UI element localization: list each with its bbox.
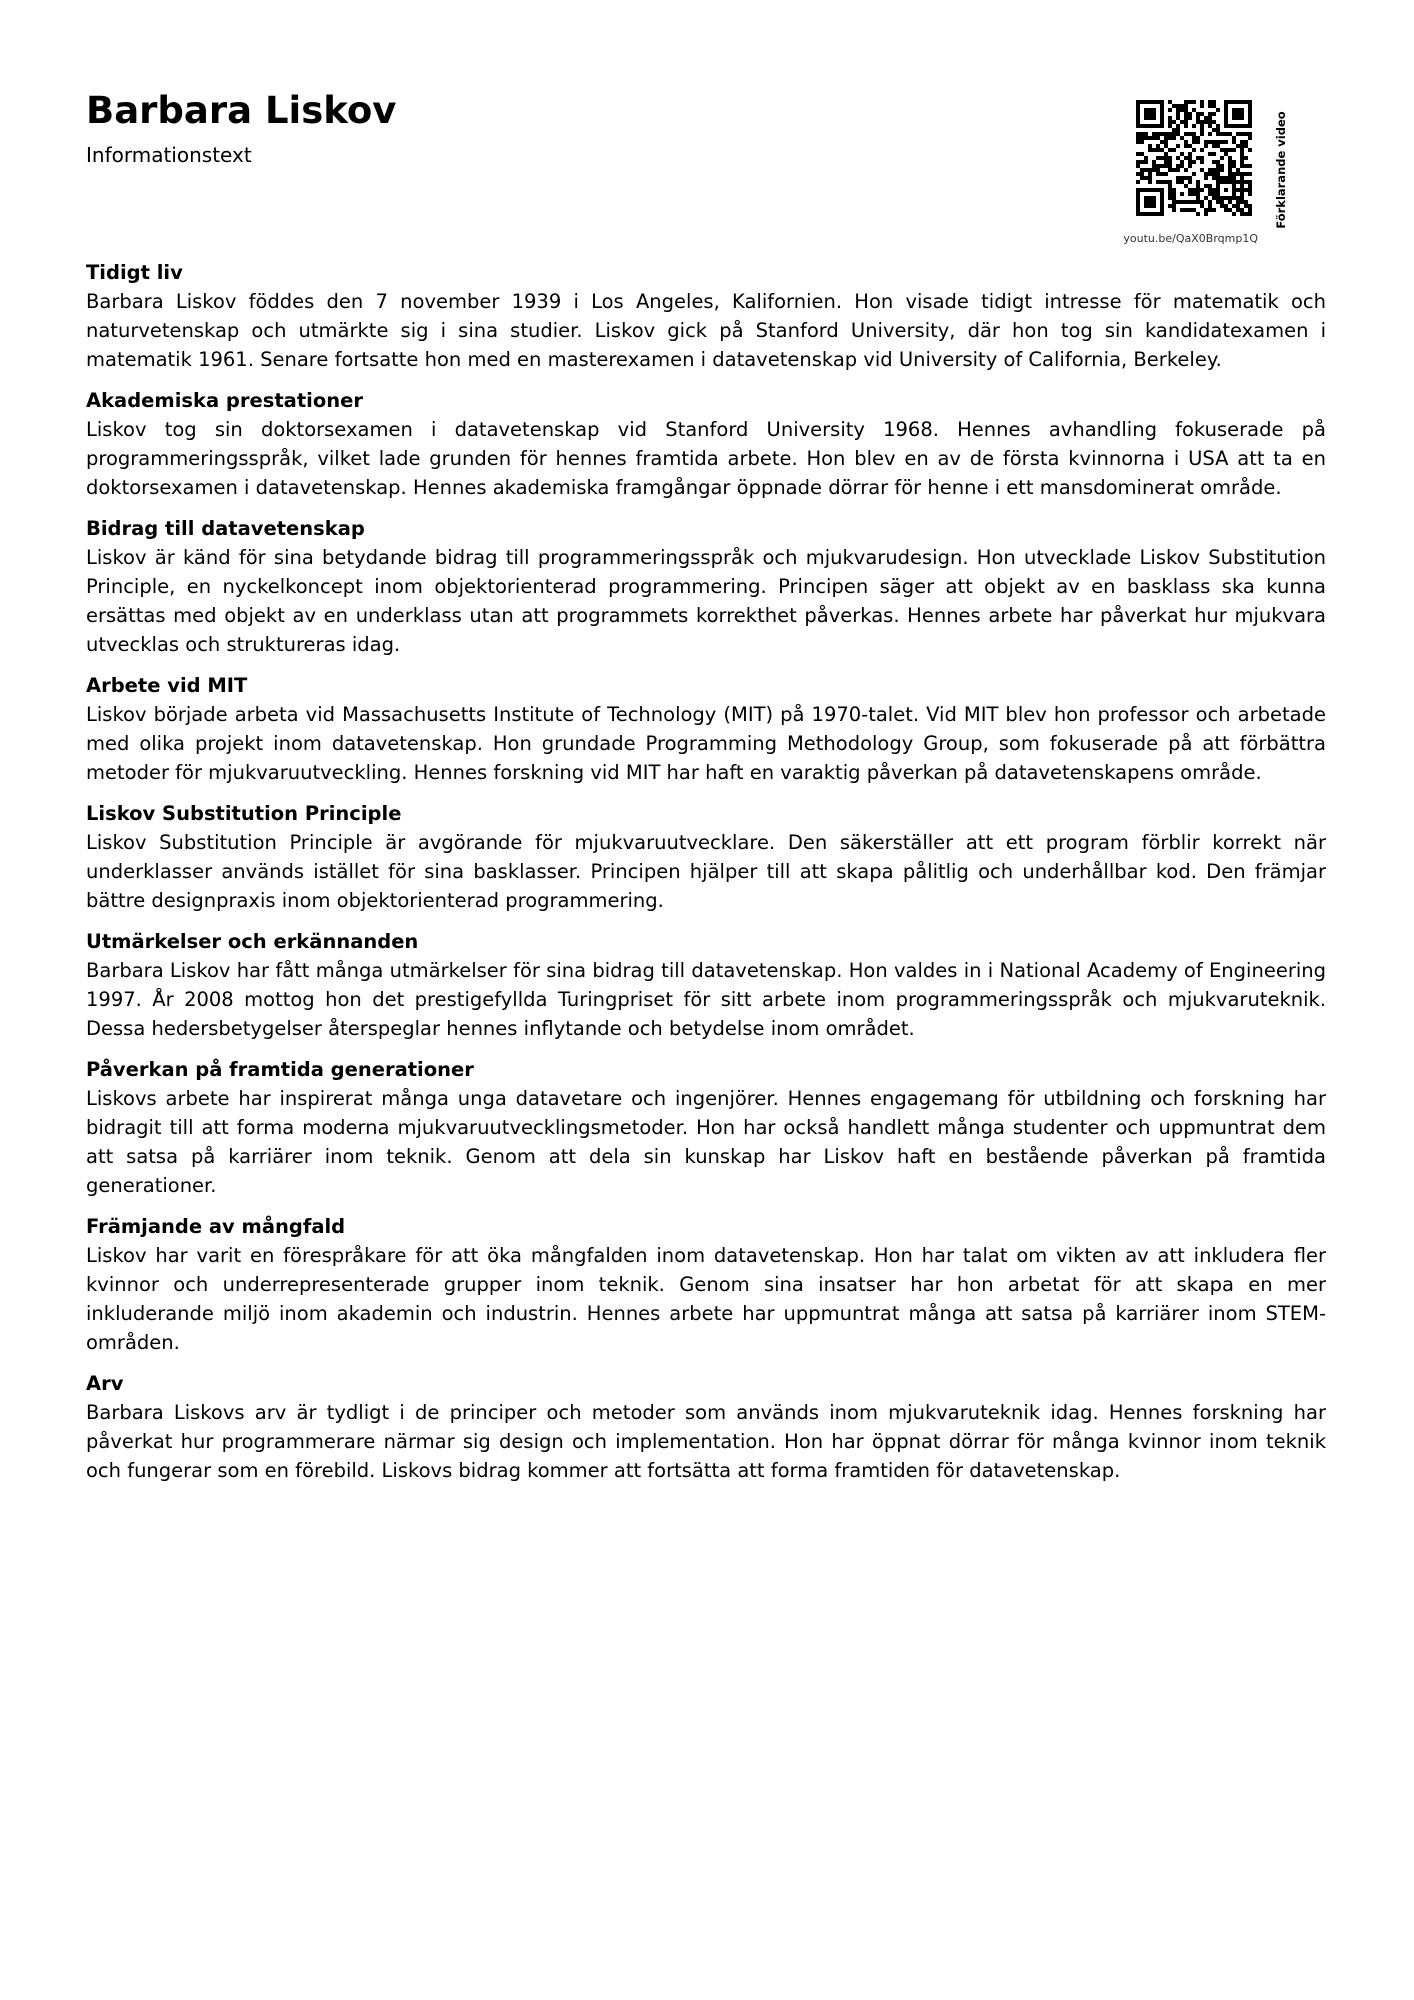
section-liskov-substitution-principle <box>86 799 1326 915</box>
section-heading: Utmärkelser och erkännanden <box>86 930 419 953</box>
page-subtitle: Informationstext <box>86 143 252 167</box>
section-heading: Tidigt liv <box>86 261 183 284</box>
section-body: Barbara Liskovs arv är tydligt i de principer och metoder som används inom mjukvaruteknik idag. Hennes forskning har påverkat hur programmerare närmar sig design och implementation. Hon har öppnat dörrar för många kvinnor inom teknik och fungerar som en förebild. Liskovs bidrag kommer att fortsätta att forma framtiden för datavetenskap. <box>86 1401 1326 1482</box>
qr-block <box>1110 98 1300 248</box>
section-heading: Akademiska prestationer <box>86 389 363 412</box>
content <box>86 258 1326 1497</box>
section-heading: Främjande av mångfald <box>86 1215 346 1238</box>
section-heading: Liskov Substitution Principle <box>86 802 402 825</box>
page-title: Barbara Liskov <box>86 89 397 132</box>
section-paverkan-framtida-generationer <box>86 1055 1326 1200</box>
section-heading: Bidrag till datavetenskap <box>86 517 365 540</box>
section-body: Liskov är känd för sina betydande bidrag till programmeringsspråk och mjukvarudesign. Hon utvecklade Liskov Substitution Principle, en nyckelkoncept inom objektorienterad programmering. Principen säger att objekt av en basklass ska kunna ersättas med objekt av en underklass utan att programmets korrekthet påverkas. Hennes arbete har påverkat hur mjukvara utvecklas och struktureras idag. <box>86 546 1326 656</box>
section-body: Liskov började arbeta vid Massachusetts Institute of Technology (MIT) på 1970-talet. Vid MIT blev hon professor och arbetade med olika projekt inom datavetenskap. Hon grundade Programming Methodology Group, som fokuserade på att förbättra metoder för mjukvaruutveckling. Hennes forskning vid MIT har haft en varaktig påverkan på datavetenskapens område. <box>86 703 1326 784</box>
section-akademiska-prestationer <box>86 386 1326 502</box>
section-tidigt-liv <box>86 258 1326 374</box>
qr-side-label <box>1274 112 1288 228</box>
section-framjande-av-mangfald <box>86 1212 1326 1357</box>
section-body: Liskov tog sin doktorsexamen i datavetenskap vid Stanford University 1968. Hennes avhandling fokuserade på programmeringsspråk, vilket lade grunden för hennes framtida arbete. Hon blev en av de första kvinnorna i USA att ta en doktorsexamen i datavetenskap. Hennes akademiska framgångar öppnade dörrar för henne i ett mansdominerat område. <box>86 418 1326 499</box>
section-body: Liskov har varit en förespråkare för att öka mångfalden inom datavetenskap. Hon har talat om vikten av att inkludera fler kvinnor och underrepresenterade grupper inom teknik. Genom sina insatser har hon arbetat för att skapa en mer inkluderande miljö inom akademin och industrin. Hennes arbete har uppmuntrat många att satsa på karriärer inom STEM-områden. <box>86 1244 1326 1354</box>
qr-code-icon[interactable] <box>1136 100 1252 216</box>
section-body: Liskovs arbete har inspirerat många unga datavetare och ingenjörer. Hennes engagemang för utbildning och forskning har bidragit till att forma moderna mjukvaruutvecklingsmetoder. Hon har också handlett många studenter och uppmuntrat dem att satsa på karriärer inom teknik. Genom att dela sin kunskap har Liskov haft en bestående påverkan på framtida generationer. <box>86 1087 1326 1197</box>
section-heading: Arbete vid MIT <box>86 674 248 697</box>
section-bidrag-till-datavetenskap <box>86 514 1326 659</box>
section-arv <box>86 1369 1326 1485</box>
section-body: Barbara Liskov har fått många utmärkelser för sina bidrag till datavetenskap. Hon valdes in i National Academy of Engineering 1997. År 2008 mottog hon det prestigefyllda Turingpriset för sitt arbete inom programmeringsspråk och mjukvaruteknik. Dessa hedersbetygelser återspeglar hennes inflytande och betydelse inom området. <box>86 959 1326 1040</box>
section-heading: Påverkan på framtida generationer <box>86 1058 474 1081</box>
section-body: Barbara Liskov föddes den 7 november 1939 i Los Angeles, Kalifornien. Hon visade tidigt intresse för matematik och naturvetenskap och utmärkte sig i sina studier. Liskov gick på Stanford University, där hon tog sin kandidatexamen i matematik 1961. Senare fortsatte hon med en masterexamen i datavetenskap vid University of California, Berkeley. <box>86 290 1326 371</box>
section-heading: Arv <box>86 1372 124 1395</box>
section-arbete-vid-mit <box>86 671 1326 787</box>
section-body: Liskov Substitution Principle är avgörande för mjukvaruutvecklare. Den säkerställer att ett program förblir korrekt när underklasser används istället för sina basklasser. Principen hjälper till att skapa pålitlig och underhållbar kod. Den främjar bättre designpraxis inom objektorienterad programmering. <box>86 831 1326 912</box>
section-utmarkelser <box>86 927 1326 1043</box>
qr-url[interactable]: youtu.be/QaX0Brqmp1Q <box>1123 232 1258 245</box>
qr-side-label-text: Förklarande video <box>1274 111 1288 229</box>
